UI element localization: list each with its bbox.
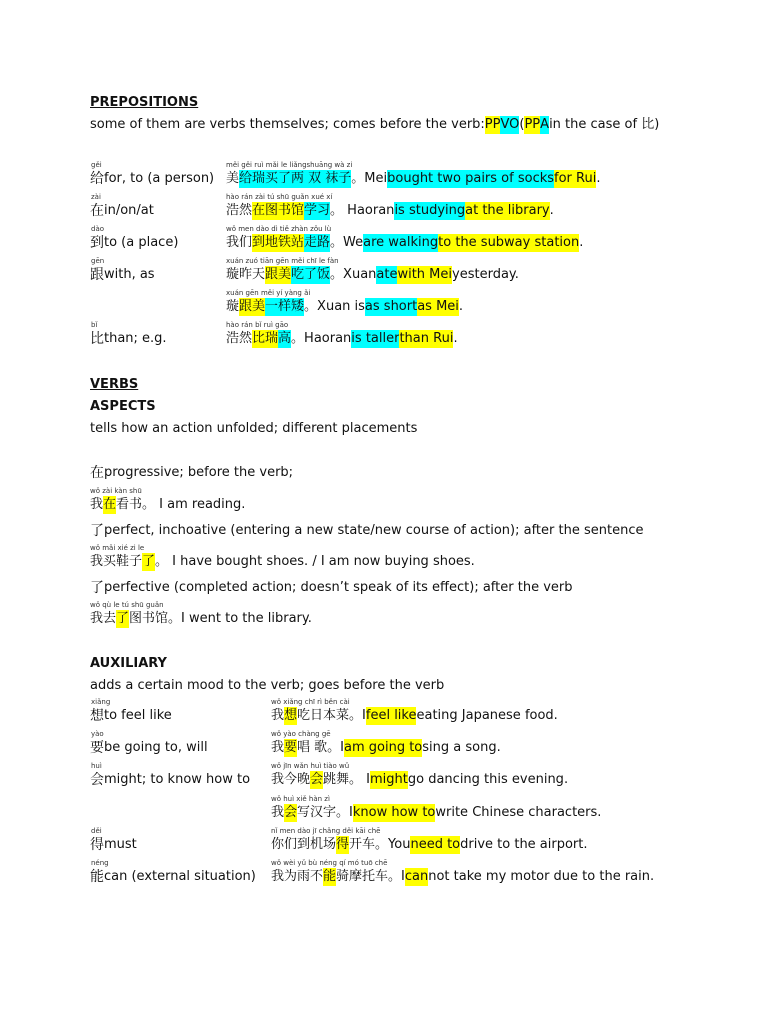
aspect-2-example-pinyin: wǒ mǎi xié zi le bbox=[90, 544, 145, 552]
auxiliary-3-term-meaning: might; to know how to bbox=[104, 772, 251, 787]
auxiliary-example-4-text: 我 bbox=[271, 805, 285, 820]
preposition-example-2 bbox=[226, 193, 554, 220]
preposition-2-term-hanzi: 在 bbox=[90, 203, 104, 219]
preposition-example-1-highlight: for Rui bbox=[554, 171, 597, 186]
preposition-example-5-highlight: as short bbox=[364, 299, 418, 314]
preposition-example-4-highlight: 吃了饭 bbox=[291, 267, 331, 282]
aspect-3-example bbox=[90, 601, 312, 628]
auxiliary-example-1-highlight: 想 bbox=[284, 708, 298, 723]
aspect-2-example-text: 我买鞋子 bbox=[90, 554, 143, 569]
preposition-example-1-text: 。Mei bbox=[351, 171, 388, 186]
preposition-example-1-highlight: 给瑞 bbox=[239, 171, 266, 186]
intro-end: in the case of 比) bbox=[549, 117, 660, 132]
aspect-3-example-text: 图书馆。I went to the library. bbox=[129, 611, 312, 626]
preposition-example-2-highlight: is studying bbox=[394, 203, 466, 218]
auxiliary-1-term-pinyin: xiǎng bbox=[91, 698, 111, 706]
preposition-example-6-text: 。Haoran bbox=[291, 331, 352, 346]
auxiliary-example-6 bbox=[271, 859, 655, 886]
preposition-6-term bbox=[90, 321, 167, 348]
aspect-3-example-text: 我去 bbox=[90, 611, 117, 626]
preposition-example-6-highlight: 比瑞 bbox=[252, 331, 279, 346]
preposition-example-3 bbox=[226, 225, 584, 252]
auxiliary-example-2-pinyin: wǒ yào chàng gē bbox=[271, 730, 331, 738]
preposition-example-5-text: 璇 bbox=[226, 299, 240, 314]
preposition-1-term-pinyin: gěi bbox=[91, 161, 102, 169]
preposition-example-5-text: . bbox=[458, 299, 464, 314]
preposition-example-2-text: 浩然 bbox=[226, 203, 253, 218]
preposition-example-2-highlight: 在图书馆 bbox=[252, 203, 305, 218]
auxiliary-5-term-pinyin: děi bbox=[91, 827, 102, 835]
preposition-6-term-hanzi: 比 bbox=[90, 331, 104, 347]
preposition-example-5 bbox=[226, 289, 464, 316]
auxiliary-example-5-highlight: 得 bbox=[336, 837, 350, 852]
intro-pp2-highlight: PP bbox=[524, 117, 541, 132]
auxiliary-example-3-text: 跳舞。 I bbox=[323, 772, 370, 787]
auxiliary-example-3-highlight: might bbox=[370, 772, 408, 787]
aspect-1-example-text: 我 bbox=[90, 497, 104, 512]
auxiliary-example-2-text: 唱 歌。I bbox=[297, 740, 344, 755]
preposition-example-1-pinyin: měi gěi ruì mǎi le liǎngshuāng wà zi bbox=[226, 161, 353, 169]
auxiliary-example-4-text: write Chinese characters. bbox=[435, 805, 602, 820]
preposition-example-2-highlight: 学习 bbox=[304, 203, 331, 218]
preposition-example-6-highlight: than Rui bbox=[399, 331, 454, 346]
preposition-4-term-meaning: with, as bbox=[104, 267, 155, 282]
preposition-1-term bbox=[90, 161, 215, 188]
preposition-example-3-highlight: 到地铁站 bbox=[252, 235, 305, 250]
preposition-3-term-meaning: to (a place) bbox=[104, 235, 179, 250]
auxiliary-example-4 bbox=[271, 795, 602, 822]
auxiliary-example-3-pinyin: wǒ jīn wǎn huì tiào wǔ bbox=[271, 762, 350, 770]
intro-paren: ( bbox=[519, 117, 525, 132]
auxiliary-6-term-meaning: can (external situation) bbox=[104, 869, 256, 884]
auxiliary-example-5-pinyin: nǐ men dào jī chǎng děi kāi chē bbox=[271, 827, 381, 835]
preposition-example-4-text: yesterday. bbox=[452, 267, 519, 282]
auxiliary-2-term-meaning: be going to, will bbox=[104, 740, 208, 755]
auxiliary-example-3-text: go dancing this evening. bbox=[407, 772, 569, 787]
auxiliary-3-term-pinyin: huì bbox=[91, 762, 102, 770]
preposition-example-3-highlight: are walking bbox=[363, 235, 439, 250]
preposition-example-3-text: 。We bbox=[330, 235, 364, 250]
preposition-example-6-highlight: 高 bbox=[278, 331, 292, 346]
preposition-example-5-highlight: 一样矮 bbox=[265, 299, 305, 314]
intro-text: some of them are verbs themselves; comes before the verb: bbox=[90, 117, 485, 132]
preposition-3-term-hanzi: 到 bbox=[90, 235, 104, 251]
aspect-1-example bbox=[90, 487, 246, 514]
auxiliary-example-2-highlight: am going to bbox=[344, 740, 423, 755]
auxiliary-2-term-pinyin: yào bbox=[91, 730, 104, 738]
auxiliary-example-2-text: sing a song. bbox=[422, 740, 501, 755]
preposition-example-4-text: 。Xuan bbox=[330, 267, 377, 282]
auxiliary-3-term-hanzi: 会 bbox=[90, 772, 104, 788]
preposition-2-term-pinyin: zài bbox=[91, 193, 101, 201]
auxiliary-example-2 bbox=[271, 730, 501, 757]
auxiliary-example-6-pinyin: wǒ wèi yǔ bù néng qí mó tuō chē bbox=[271, 859, 388, 867]
auxiliary-example-4-highlight: 会 bbox=[284, 805, 298, 820]
preposition-2-term-meaning: in/on/at bbox=[104, 203, 154, 218]
auxiliary-heading: AUXILIARY bbox=[90, 656, 167, 671]
aspect-1-meaning: progressive; before the verb; bbox=[104, 465, 294, 480]
auxiliary-example-2-text: 我 bbox=[271, 740, 285, 755]
preposition-example-6 bbox=[226, 321, 458, 348]
aspect-2-example-text: 。 I have bought shoes. / I am now buying shoes. bbox=[155, 554, 475, 569]
prepositions-intro bbox=[90, 116, 659, 134]
aspect-2-description bbox=[90, 522, 643, 540]
preposition-example-4-highlight: ate bbox=[376, 267, 398, 282]
intro-pp-highlight: PP bbox=[484, 117, 501, 132]
verbs-heading: VERBS bbox=[90, 377, 139, 392]
aspect-2-marker: 了 bbox=[90, 523, 104, 539]
preposition-example-1-text: . bbox=[596, 171, 601, 186]
auxiliary-example-5 bbox=[271, 827, 588, 854]
aspect-1-description bbox=[90, 464, 293, 482]
preposition-example-6-highlight: is taller bbox=[351, 331, 400, 346]
aspect-3-description bbox=[90, 579, 572, 597]
preposition-example-4 bbox=[226, 257, 519, 284]
auxiliary-6-term-pinyin: néng bbox=[91, 859, 109, 867]
auxiliary-3-term bbox=[90, 762, 251, 789]
auxiliary-example-6-text: 我为雨不 bbox=[271, 869, 324, 884]
auxiliary-intro: adds a certain mood to the verb; goes before the verb bbox=[90, 678, 445, 693]
intro-vo-highlight: VO bbox=[500, 117, 520, 132]
preposition-3-term bbox=[90, 225, 179, 252]
preposition-example-3-text: . bbox=[579, 235, 584, 250]
auxiliary-1-term-hanzi: 想 bbox=[90, 708, 104, 724]
preposition-4-term bbox=[90, 257, 155, 284]
auxiliary-2-term bbox=[90, 730, 208, 757]
auxiliary-1-term-meaning: to feel like bbox=[104, 708, 172, 723]
auxiliary-example-1-pinyin: wǒ xiǎng chī rì běn cài bbox=[271, 698, 350, 706]
auxiliary-example-1-text: 我 bbox=[271, 708, 285, 723]
auxiliary-1-term bbox=[90, 698, 172, 725]
prepositions-heading: PREPOSITIONS bbox=[90, 95, 199, 110]
auxiliary-example-3 bbox=[271, 762, 569, 789]
preposition-example-3-highlight: 走路 bbox=[304, 235, 331, 250]
preposition-example-4-pinyin: xuán zuó tiān gēn měi chī le fàn bbox=[226, 257, 339, 265]
auxiliary-6-term bbox=[90, 859, 256, 886]
preposition-example-3-highlight: to the subway station bbox=[438, 235, 580, 250]
aspect-3-meaning: perfective (completed action; doesn’t speak of its effect); after the verb bbox=[104, 580, 573, 595]
preposition-example-1-highlight: 买了两 双 袜子 bbox=[265, 171, 352, 186]
aspect-1-example-highlight: 在 bbox=[103, 497, 117, 512]
auxiliary-example-4-text: 写汉字。I bbox=[297, 805, 353, 820]
preposition-example-2-text: . bbox=[549, 203, 554, 218]
preposition-example-1-highlight: bought two pairs of socks bbox=[387, 171, 555, 186]
preposition-example-6-pinyin: hào rán bǐ ruì gāo bbox=[226, 321, 289, 329]
auxiliary-example-6-highlight: 能 bbox=[323, 869, 337, 884]
auxiliary-2-term-hanzi: 要 bbox=[90, 740, 104, 756]
preposition-example-4-highlight: 跟美 bbox=[265, 267, 292, 282]
auxiliary-example-5-text: drive to the airport. bbox=[460, 837, 588, 852]
aspect-3-example-highlight: 了 bbox=[116, 611, 130, 626]
preposition-3-term-pinyin: dào bbox=[91, 225, 105, 233]
preposition-4-term-hanzi: 跟 bbox=[90, 267, 104, 283]
aspect-1-marker: 在 bbox=[90, 465, 104, 481]
auxiliary-example-6-text: not take my motor due to the rain. bbox=[428, 869, 655, 884]
preposition-1-term-meaning: for, to (a person) bbox=[104, 171, 215, 186]
preposition-example-2-pinyin: hào rán zài tú shū guǎn xué xí bbox=[226, 193, 333, 201]
auxiliary-example-5-text: 你们到机场 bbox=[271, 837, 337, 852]
aspect-2-meaning: perfect, inchoative (entering a new state/new course of action); after the sentence bbox=[104, 523, 644, 538]
preposition-1-term-hanzi: 给 bbox=[90, 171, 104, 187]
auxiliary-example-6-highlight: can bbox=[404, 869, 429, 884]
intro-a-highlight: A bbox=[540, 117, 550, 132]
aspect-3-example-pinyin: wǒ qù le tú shū guǎn bbox=[90, 601, 164, 609]
preposition-example-1 bbox=[226, 161, 601, 188]
preposition-example-2-highlight: at the library bbox=[465, 203, 550, 218]
auxiliary-example-3-highlight: 会 bbox=[310, 772, 324, 787]
auxiliary-5-term-meaning: must bbox=[104, 837, 137, 852]
aspect-1-example-pinyin: wǒ zài kàn shū bbox=[90, 487, 142, 495]
auxiliary-example-1-text: eating Japanese food. bbox=[416, 708, 558, 723]
preposition-example-5-text: 。Xuan is bbox=[304, 299, 365, 314]
preposition-example-3-pinyin: wǒ men dào dì tiě zhàn zǒu lù bbox=[226, 225, 332, 233]
aspects-intro: tells how an action unfolded; different placements bbox=[90, 421, 418, 436]
preposition-2-term bbox=[90, 193, 154, 220]
aspect-1-example-text: 看书。 I am reading. bbox=[116, 497, 246, 512]
preposition-example-1-text: 美 bbox=[226, 171, 240, 186]
preposition-example-3-text: 我们 bbox=[226, 235, 253, 250]
auxiliary-example-3-text: 我今晚 bbox=[271, 772, 311, 787]
preposition-example-2-text: 。 Haoran bbox=[330, 203, 395, 218]
aspects-heading: ASPECTS bbox=[90, 399, 156, 414]
auxiliary-example-1-text: 吃日本菜。I bbox=[297, 708, 366, 723]
aspect-2-example bbox=[90, 544, 475, 571]
auxiliary-example-1-highlight: feel like bbox=[365, 708, 417, 723]
auxiliary-example-2-highlight: 要 bbox=[284, 740, 298, 755]
preposition-example-5-highlight: 跟美 bbox=[239, 299, 266, 314]
preposition-example-5-pinyin: xuán gēn měi yí yàng ǎi bbox=[226, 289, 311, 297]
auxiliary-5-term-hanzi: 得 bbox=[90, 837, 104, 853]
preposition-4-term-pinyin: gēn bbox=[91, 257, 105, 265]
preposition-example-6-text: . bbox=[453, 331, 458, 346]
auxiliary-example-5-text: 开车。You bbox=[349, 837, 411, 852]
preposition-example-4-text: 璇昨天 bbox=[226, 267, 266, 282]
preposition-6-term-pinyin: bǐ bbox=[91, 321, 98, 329]
auxiliary-example-5-highlight: need to bbox=[410, 837, 461, 852]
preposition-example-5-highlight: as Mei bbox=[417, 299, 459, 314]
auxiliary-example-4-highlight: know how to bbox=[352, 805, 436, 820]
preposition-example-6-text: 浩然 bbox=[226, 331, 253, 346]
auxiliary-example-6-text: 骑摩托车。I bbox=[336, 869, 405, 884]
preposition-example-4-highlight: with Mei bbox=[397, 267, 453, 282]
auxiliary-6-term-hanzi: 能 bbox=[90, 869, 104, 885]
auxiliary-example-1 bbox=[271, 698, 558, 725]
preposition-6-term-meaning: than; e.g. bbox=[104, 331, 167, 346]
auxiliary-5-term bbox=[90, 827, 137, 854]
auxiliary-example-4-pinyin: wǒ huì xiě hàn zì bbox=[271, 795, 330, 803]
aspect-2-example-highlight: 了 bbox=[142, 554, 156, 569]
aspect-3-marker: 了 bbox=[90, 580, 104, 596]
